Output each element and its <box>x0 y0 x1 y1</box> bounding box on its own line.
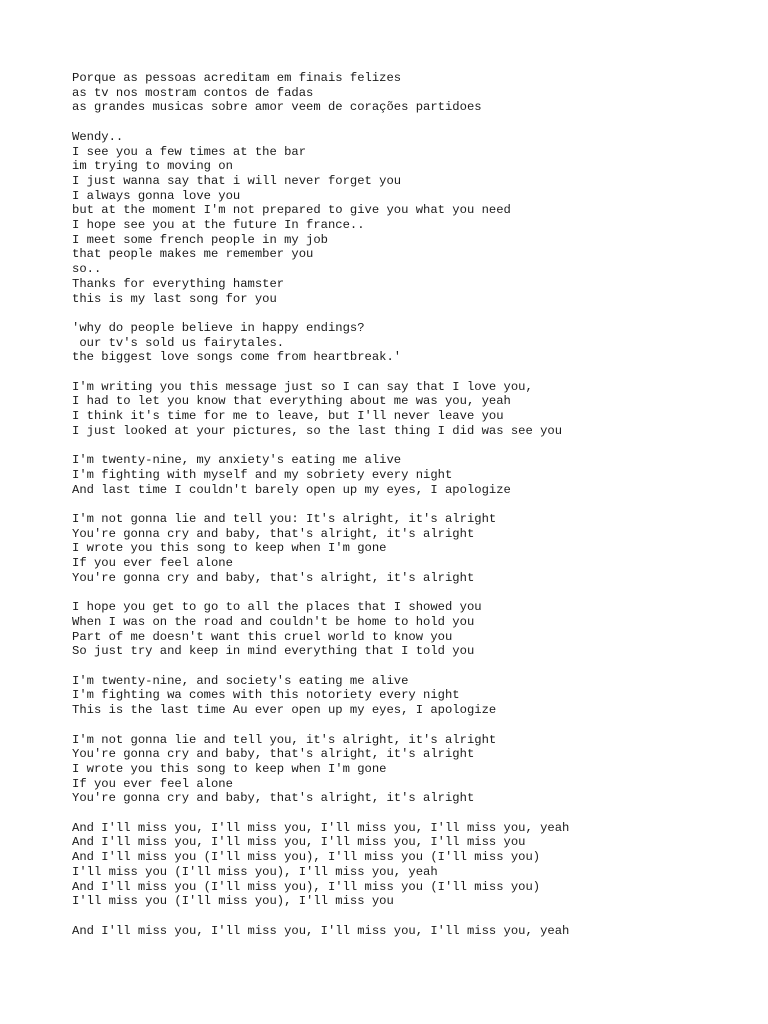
text-line: I'm writing you this message just so I can say that I love you, <box>72 379 533 394</box>
text-line: Part of me doesn't want this cruel world to know you <box>72 629 453 644</box>
text-line: Wendy.. <box>72 129 124 144</box>
stanza <box>72 733 752 807</box>
text-line: And I'll miss you, I'll miss you, I'll miss you, I'll miss you <box>72 835 526 850</box>
text-line: I'm twenty-nine, and society's eating me alive <box>72 673 409 688</box>
text-line: I hope you get to go to all the places that I showed you <box>72 600 482 615</box>
text-line: I hope see you at the future In france.. <box>72 218 365 233</box>
stanza <box>72 380 752 439</box>
text-line: the biggest love songs come from heartbreak.' <box>72 350 402 365</box>
text-line: I'm fighting with myself and my sobriety every night <box>72 467 453 482</box>
text-line: You're gonna cry and baby, that's alright, it's alright <box>72 747 475 762</box>
text-line: And I'll miss you (I'll miss you), I'll miss you (I'll miss you) <box>72 879 541 894</box>
stanza <box>72 924 752 939</box>
text-line: I'm twenty-nine, my anxiety's eating me alive <box>72 453 402 468</box>
stanza <box>72 453 752 497</box>
text-line: You're gonna cry and baby, that's alright, it's alright <box>72 526 475 541</box>
text-line: but at the moment I'm not prepared to give you what you need <box>72 203 511 218</box>
text-line: This is the last time Au ever open up my eyes, I apologize <box>72 703 497 718</box>
text-line: I meet some french people in my job <box>72 232 328 247</box>
text-line: I'm not gonna lie and tell you: It's alright, it's alright <box>72 512 497 527</box>
document-page <box>72 71 752 953</box>
text-line: that people makes me remember you <box>72 247 314 262</box>
text-line: Thanks for everything hamster <box>72 276 285 291</box>
text-line: And I'll miss you, I'll miss you, I'll miss you, I'll miss you, yeah <box>72 820 570 835</box>
text-line: I just wanna say that i will never forget you <box>72 173 402 188</box>
stanza <box>72 130 752 306</box>
text-line: I just looked at your pictures, so the last thing I did was see you <box>72 423 563 438</box>
text-line: I see you a few times at the bar <box>72 144 307 159</box>
stanza <box>72 321 752 365</box>
text-line: I'm not gonna lie and tell you, it's alright, it's alright <box>72 732 497 747</box>
text-line: this is my last song for you <box>72 291 277 306</box>
text-line: And I'll miss you (I'll miss you), I'll miss you (I'll miss you) <box>72 850 541 865</box>
text-line: our tv's sold us fairytales. <box>72 335 285 350</box>
text-line: I think it's time for me to leave, but I'll never leave you <box>72 409 504 424</box>
text-line: I'll miss you (I'll miss you), I'll miss you, yeah <box>72 864 438 879</box>
stanza <box>72 674 752 718</box>
text-line: If you ever feel alone <box>72 776 233 791</box>
text-line: I'm fighting wa comes with this notoriety every night <box>72 688 460 703</box>
text-line: I wrote you this song to keep when I'm gone <box>72 541 387 556</box>
text-line: as tv nos mostram contos de fadas <box>72 85 314 100</box>
text-line: so.. <box>72 262 102 277</box>
text-line: So just try and keep in mind everything that I told you <box>72 644 475 659</box>
text-line: When I was on the road and couldn't be home to hold you <box>72 614 475 629</box>
text-line: as grandes musicas sobre amor veem de corações partidoes <box>72 100 482 115</box>
text-line: You're gonna cry and baby, that's alright, it's alright <box>72 570 475 585</box>
stanza <box>72 512 752 586</box>
text-line: Porque as pessoas acreditam em finais felizes <box>72 71 402 85</box>
stanza <box>72 71 752 115</box>
text-line: 'why do people believe in happy endings? <box>72 320 365 335</box>
stanza <box>72 600 752 659</box>
text-line: If you ever feel alone <box>72 556 233 571</box>
text-line: And last time I couldn't barely open up my eyes, I apologize <box>72 482 511 497</box>
text-line: I'll miss you (I'll miss you), I'll miss you <box>72 894 394 909</box>
text-line: You're gonna cry and baby, that's alright, it's alright <box>72 791 475 806</box>
text-line: I wrote you this song to keep when I'm gone <box>72 761 387 776</box>
text-line: And I'll miss you, I'll miss you, I'll miss you, I'll miss you, yeah <box>72 923 570 938</box>
text-line: I had to let you know that everything about me was you, yeah <box>72 394 511 409</box>
text-line: I always gonna love you <box>72 188 241 203</box>
stanza <box>72 821 752 909</box>
text-line: im trying to moving on <box>72 159 233 174</box>
